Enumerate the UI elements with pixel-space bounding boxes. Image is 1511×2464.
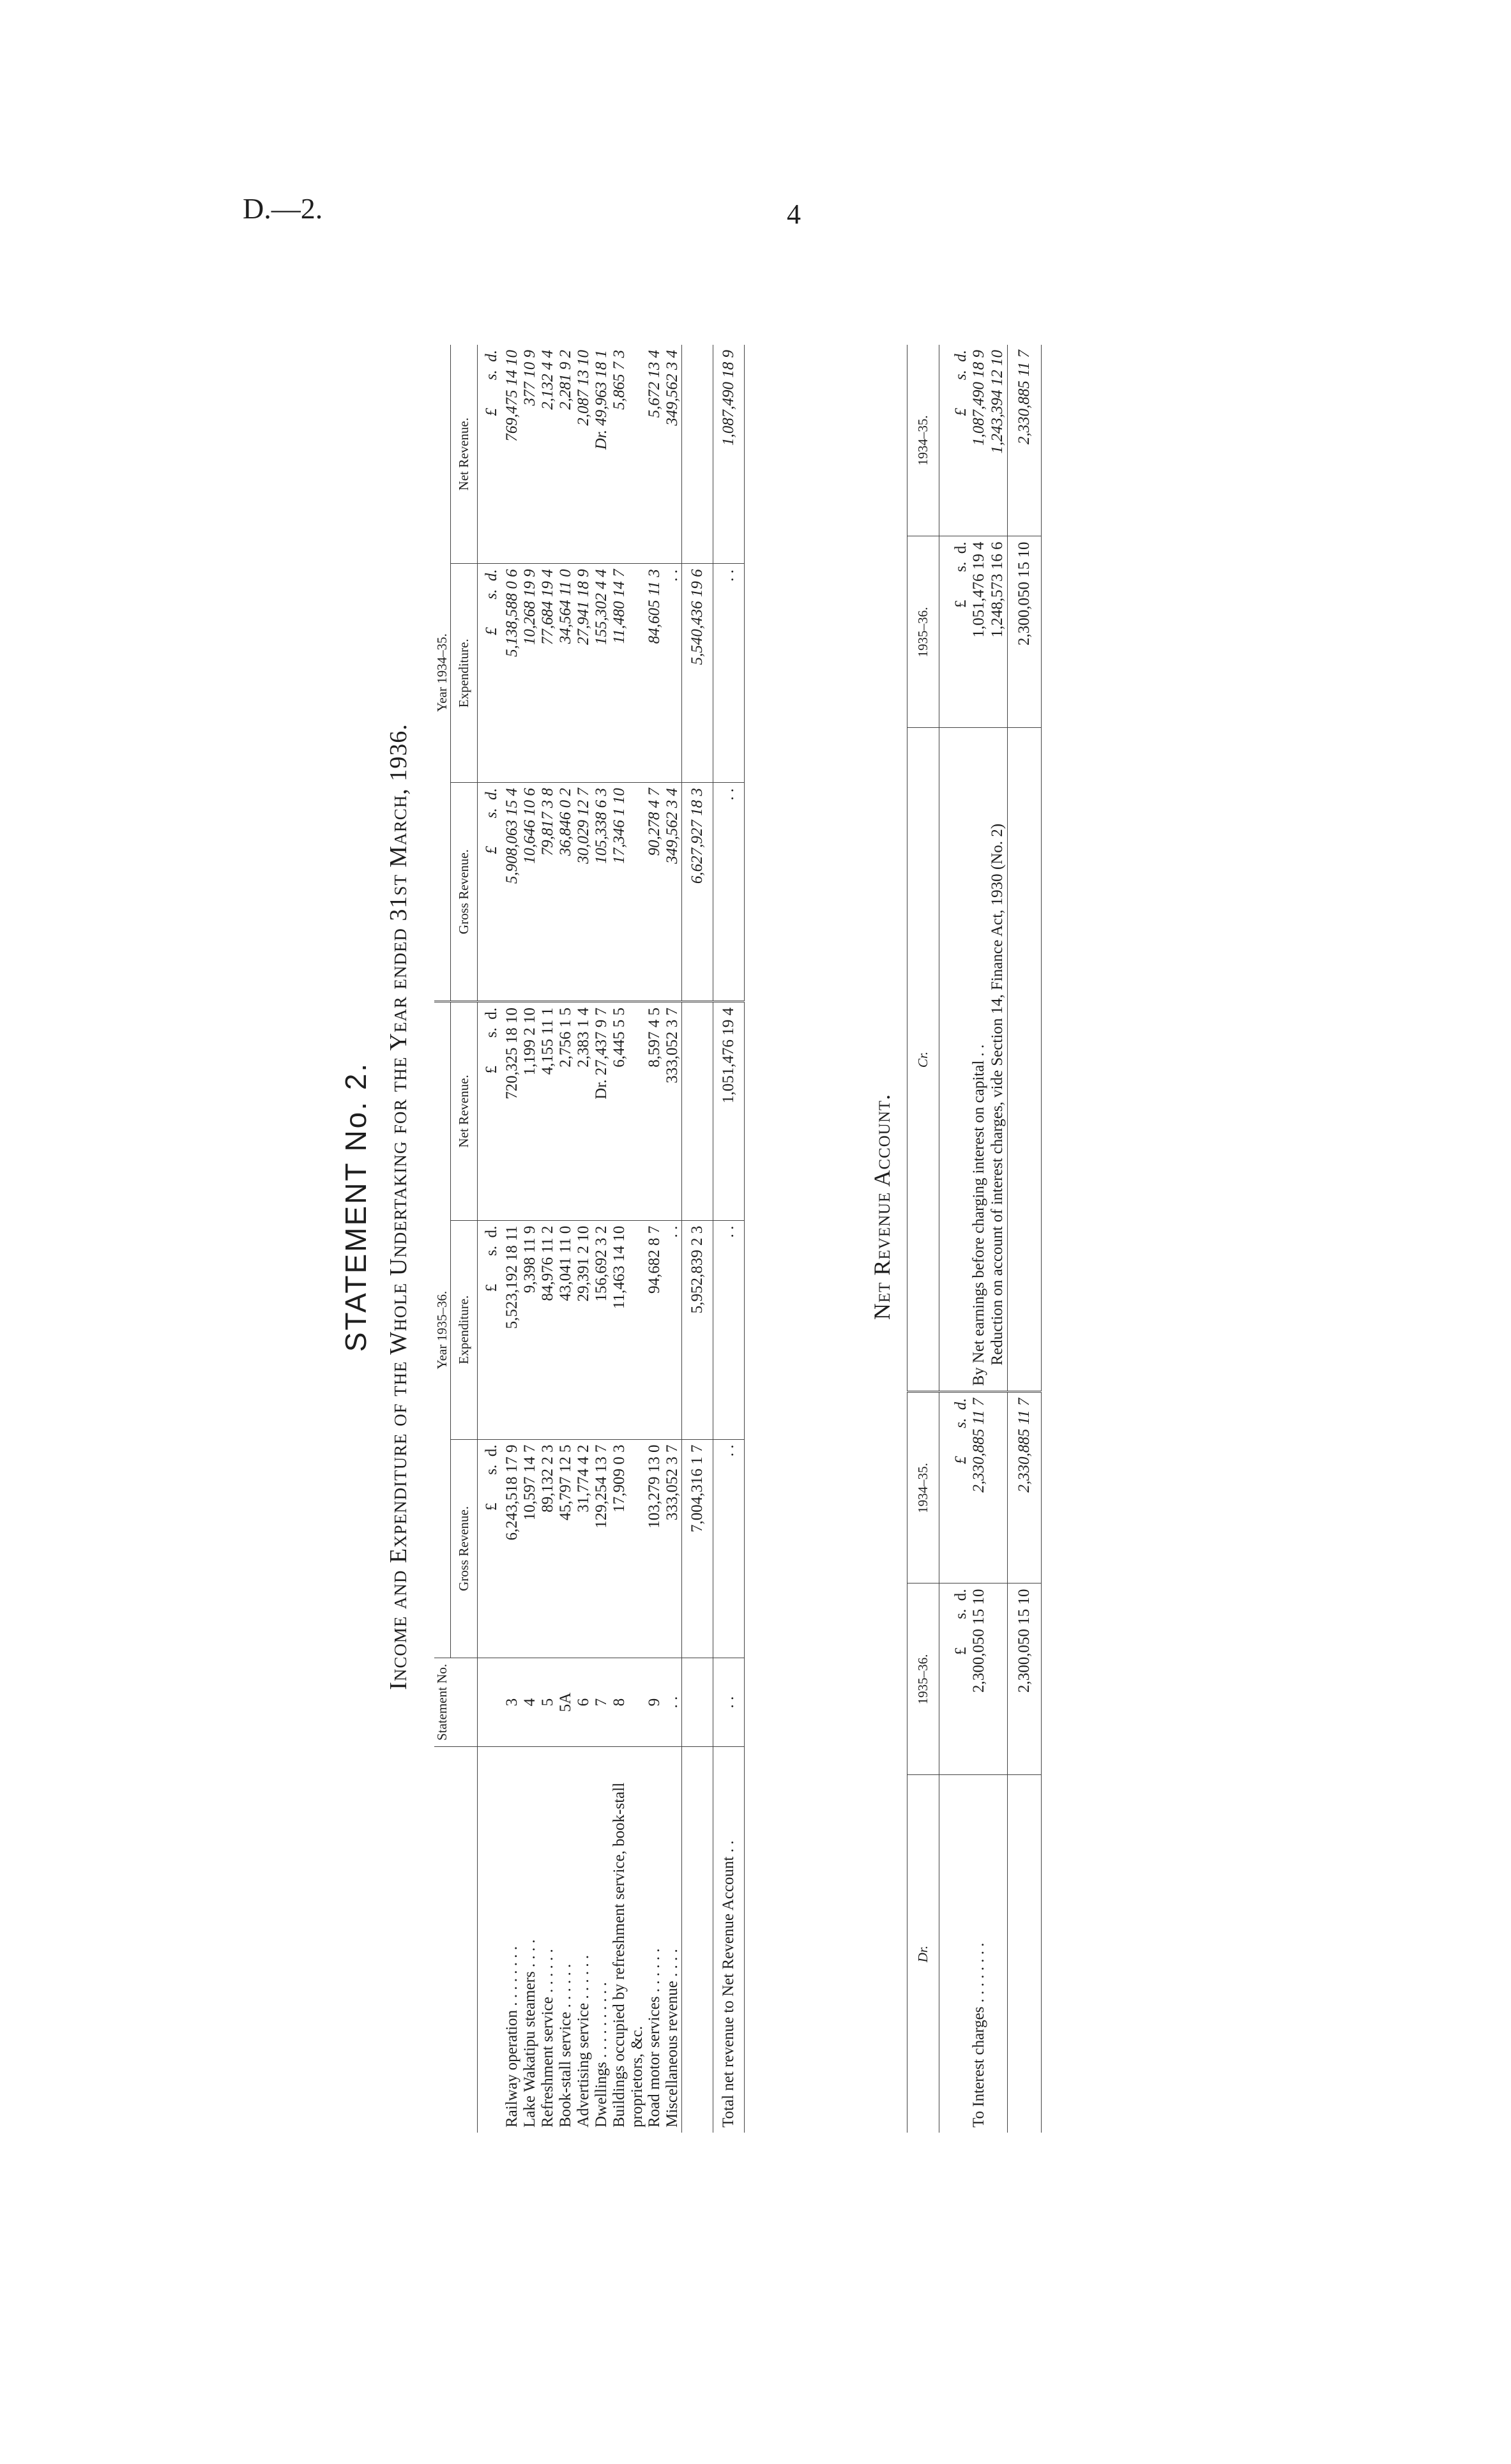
row-label: Buildings occupied by refreshment service, book-stall proprietors, &c. [611, 1782, 646, 2128]
unit-label: d. [952, 541, 969, 554]
statement-subtitle: Income and Expenditure of the Whole Undertaking for the Year ended 31st March, 1936. [385, 723, 412, 1690]
expenditure-header: Expenditure. [451, 564, 478, 783]
page-header [0, 192, 1511, 243]
row-statement-no: 5A [557, 1658, 575, 1746]
units-row [478, 345, 501, 2133]
net-revenue-1934: 349,562 3 4 [664, 345, 682, 564]
interest-charges-1934: 2,330,885 11 7 [970, 1392, 989, 1583]
interest-reduction-1935: 1,248,573 16 6 [989, 536, 1007, 728]
cr-year-1934-header: 1934–35. [907, 345, 939, 536]
unit-label: s. [483, 1245, 500, 1256]
net-units-row [939, 345, 971, 2133]
row-statement-no: 9 [646, 1658, 664, 1746]
net-revenue-1935: 1,199 2 10 [521, 1001, 539, 1220]
row-statement-no: 5 [539, 1658, 557, 1746]
total-expenditure-1934: 5,540,436 19 6 [682, 564, 713, 783]
cr-year-1935-header: 1935–36. [907, 536, 939, 728]
row-label: Advertising service . . . . . . [575, 1954, 592, 2128]
dr-year-1934-header: 1934–35. [907, 1392, 939, 1583]
unit-label: d. [483, 788, 500, 800]
expenditure-1934: 77,684 19 4 [539, 564, 557, 783]
cr-total-1935: 2,300,050 15 10 [1007, 536, 1041, 728]
gross-revenue-1935: 45,797 12 5 [557, 1439, 575, 1658]
net-revenue-1935: 6,445 5 5 [611, 1001, 646, 1220]
net-revenue-1934: Dr. 49,963 18 1 [593, 345, 611, 564]
net-revenue-account-title: Net Revenue Account. [869, 1093, 895, 1320]
net-revenue-1934: 2,281 9 2 [557, 345, 575, 564]
expenditure-1934: 34,564 11 0 [557, 564, 575, 783]
interest-reduction-1934: 1,243,394 12 10 [989, 345, 1007, 536]
gross-revenue-1934: 90,278 4 7 [646, 783, 664, 1002]
net-revenue-1934: 5,672 13 4 [646, 345, 664, 564]
net-revenue-header: Net Revenue. [451, 345, 478, 564]
net-total-label: Total net revenue to Net Revenue Account . . [713, 1746, 745, 2133]
dr-total-1934: 2,330,885 11 7 [1007, 1392, 1041, 1583]
net-entry-row [970, 345, 989, 2133]
dr-total-1935: 2,300,050 15 10 [1007, 1583, 1041, 1775]
unit-label: s. [952, 370, 969, 381]
page-code: D.—2. [243, 192, 323, 225]
gross-revenue-1935: 129,254 13 7 [593, 1439, 611, 1658]
net-totals-row [1007, 345, 1041, 2133]
income-rows [501, 345, 682, 2133]
net-revenue-1935: 2,756 1 5 [557, 1001, 575, 1220]
gross-revenue-1935: 103,279 13 0 [646, 1439, 664, 1658]
unit-label: £ [952, 1456, 969, 1464]
unit-label: d. [952, 350, 969, 362]
unit-label: d. [483, 350, 500, 362]
table-row [539, 345, 557, 2133]
gross-revenue-1934: 5,908,063 15 4 [501, 783, 521, 1002]
unit-label: £ [952, 407, 969, 416]
gross-revenue-1935: 333,052 3 7 [664, 1439, 682, 1658]
expenditure-1934: 10,268 19 9 [521, 564, 539, 783]
net-total-net-1934: 1,087,490 18 9 [713, 345, 745, 564]
gross-revenue-1935: 17,909 0 3 [611, 1439, 646, 1658]
row-label: Book-stall service . . . . . . [557, 1963, 574, 2128]
expenditure-1935: 94,682 8 7 [646, 1220, 664, 1439]
cr-total-1934: 2,330,885 11 7 [1007, 345, 1041, 536]
gross-revenue-header: Gross Revenue. [451, 783, 478, 1002]
net-revenue-1935: 4,155 11 1 [539, 1001, 557, 1220]
unit-label: s. [952, 1417, 969, 1428]
gross-revenue-1934: 349,562 3 4 [664, 783, 682, 1002]
net-revenue-1935: Dr. 27,437 9 7 [593, 1001, 611, 1220]
gross-revenue-1934: 30,029 12 7 [575, 783, 593, 1002]
cr-header: Cr. [907, 728, 939, 1392]
unit-label: d. [483, 1007, 500, 1020]
unit-label: £ [952, 600, 969, 608]
gross-revenue-1935: 89,132 2 3 [539, 1439, 557, 1658]
totals-row [682, 345, 713, 2133]
net-total-net-1935: 1,051,476 19 4 [713, 1001, 745, 1220]
row-statement-no: . . [664, 1658, 682, 1746]
net-total-expenditure-1935: . . [713, 1220, 745, 1439]
unit-label: s. [483, 808, 500, 819]
unit-label: s. [952, 1608, 969, 1619]
unit-label: £ [483, 846, 500, 854]
total-expenditure-1935: 5,952,839 2 3 [682, 1220, 713, 1439]
gross-revenue-1935: 31,774 4 2 [575, 1439, 593, 1658]
row-label: Road motor services . . . . . . [646, 1948, 663, 2128]
interest-charges-1935: 2,300,050 15 10 [970, 1583, 989, 1775]
net-revenue-1934: 769,475 14 10 [501, 345, 521, 564]
expenditure-1935: . . [664, 1220, 682, 1439]
net-revenue-1934: 2,132 4 4 [539, 345, 557, 564]
net-revenue-1935: 8,597 4 5 [646, 1001, 664, 1220]
expenditure-1934: 5,138,588 0 6 [501, 564, 521, 783]
net-revenue-1935: 2,383 1 4 [575, 1001, 593, 1220]
row-label: Dwellings . . . . . . . . . . [593, 1982, 610, 2128]
table-row [646, 345, 664, 2133]
row-label: Refreshment service . . . . . . [539, 1949, 556, 2128]
dr-header: Dr. [907, 1775, 939, 2133]
expenditure-1935: 29,391 2 10 [575, 1220, 593, 1439]
unit-label: s. [483, 589, 500, 600]
unit-label: s. [483, 1027, 500, 1038]
unit-label: s. [483, 1464, 500, 1475]
year-1935-36-header: Year 1935–36. [434, 1001, 451, 1658]
table-row [501, 345, 521, 2133]
net-earnings-label: By Net earnings before charging interest on capital . . [970, 728, 989, 1392]
net-total-expenditure-1934: . . [713, 564, 745, 783]
table-row [521, 345, 539, 2133]
statement-title: STATEMENT No. 2. [339, 1061, 372, 1352]
expenditure-1935: 156,692 3 2 [593, 1220, 611, 1439]
unit-label: d. [952, 1589, 969, 1601]
rotated-statement [338, 255, 1284, 2158]
expenditure-1934: 11,480 14 7 [611, 564, 646, 783]
gross-revenue-1934: 17,346 1 10 [611, 783, 646, 1002]
net-total-row [713, 345, 745, 2133]
gross-revenue-1934: 10,646 10 6 [521, 783, 539, 1002]
expenditure-1934: 155,302 4 4 [593, 564, 611, 783]
net-header-row [907, 345, 939, 2133]
table-header-group-row [434, 345, 451, 2133]
row-label: Miscellaneous revenue . . . . [664, 1949, 681, 2128]
net-earnings-1934: 1,087,490 18 9 [970, 345, 989, 536]
net-revenue-account-table [907, 345, 1042, 2133]
row-label: Lake Wakatipu steamers . . . . [521, 1939, 538, 2128]
row-statement-no: 3 [501, 1658, 521, 1746]
row-statement-no: 4 [521, 1658, 539, 1746]
net-total-stmt: . . [713, 1658, 745, 1746]
gross-revenue-1934: 105,338 6 3 [593, 783, 611, 1002]
gross-revenue-1934: 36,846 0 2 [557, 783, 575, 1002]
net-revenue-1935: 720,325 18 10 [501, 1001, 521, 1220]
net-revenue-1934: 2,087 13 10 [575, 345, 593, 564]
page-number: 4 [787, 199, 801, 230]
unit-label: d. [483, 1225, 500, 1238]
gross-revenue-1935: 10,597 14 7 [521, 1439, 539, 1658]
unit-label: s. [952, 561, 969, 572]
unit-label: s. [483, 370, 500, 381]
unit-label: £ [483, 1065, 500, 1074]
net-revenue-1934: 5,865 7 3 [611, 345, 646, 564]
interest-charges-label: To Interest charges . . . . . . . . [970, 1942, 987, 2128]
expenditure-1935: 5,523,192 18 11 [501, 1220, 521, 1439]
table-row [611, 345, 646, 2133]
unit-label: £ [483, 1283, 500, 1292]
year-1934-35-header: Year 1934–35. [434, 345, 451, 1001]
table-row [575, 345, 593, 2133]
expenditure-1935: 43,041 11 0 [557, 1220, 575, 1439]
row-statement-no: 7 [593, 1658, 611, 1746]
dr-year-1935-header: 1935–36. [907, 1583, 939, 1775]
unit-label: d. [952, 1398, 969, 1410]
interest-reduction-label: Reduction on account of interest charges, vide Section 14, Finance Act, 1930 (No. 2) [989, 728, 1007, 1392]
net-earnings-1935: 1,051,476 19 4 [970, 536, 989, 728]
expenditure-1934: 27,941 18 9 [575, 564, 593, 783]
net-revenue-header: Net Revenue. [451, 1001, 478, 1220]
expenditure-1934: 84,605 11 3 [646, 564, 664, 783]
net-revenue-1935: 333,052 3 7 [664, 1001, 682, 1220]
total-gross-1935: 7,004,316 1 7 [682, 1439, 713, 1658]
expenditure-1935: 84,976 11 2 [539, 1220, 557, 1439]
total-gross-1934: 6,627,927 18 3 [682, 783, 713, 1002]
row-label: Railway operation . . . . . . . . [503, 1946, 520, 2128]
unit-label: £ [483, 407, 500, 416]
gross-revenue-1934: 79,817 3 8 [539, 783, 557, 1002]
gross-revenue-1935: 6,243,518 17 9 [501, 1439, 521, 1658]
net-total-gross-1934: . . [713, 783, 745, 1002]
expenditure-1935: 9,398 11 9 [521, 1220, 539, 1439]
unit-label: £ [483, 627, 500, 635]
table-row [593, 345, 611, 2133]
income-expenditure-table [434, 345, 745, 2133]
unit-label: £ [952, 1647, 969, 1655]
unit-label: d. [483, 1444, 500, 1457]
table-row [664, 345, 682, 2133]
unit-label: d. [483, 569, 500, 582]
expenditure-1935: 11,463 14 10 [611, 1220, 646, 1439]
unit-label: £ [483, 1502, 500, 1511]
row-statement-no: 8 [611, 1658, 646, 1746]
net-revenue-1934: 377 10 9 [521, 345, 539, 564]
net-entry-row [989, 345, 1007, 2133]
statement-no-header: Statement No. [434, 1658, 478, 1746]
expenditure-header: Expenditure. [451, 1220, 478, 1439]
net-total-gross-1935: . . [713, 1439, 745, 1658]
row-statement-no: 6 [575, 1658, 593, 1746]
gross-revenue-header: Gross Revenue. [451, 1439, 478, 1658]
expenditure-1934: . . [664, 564, 682, 783]
table-row [557, 345, 575, 2133]
